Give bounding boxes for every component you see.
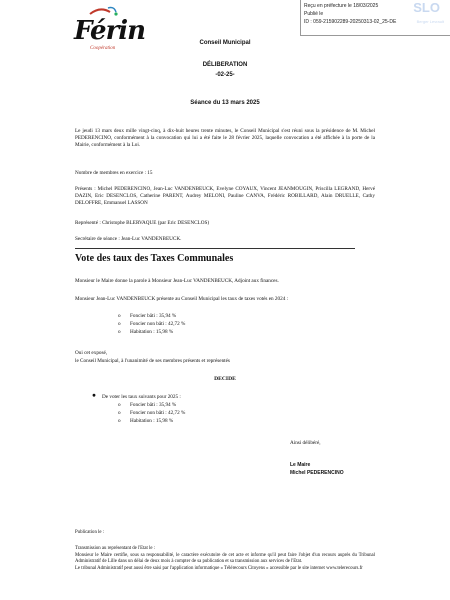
- filled-bullet-icon: [90, 392, 102, 398]
- present-members: Présents : Michel PEDERENCINO, Jean-Luc VANDENBEUCK, Evelyne COYAUX, Vincent JEANMOUGIN, Priscilla LEGRAND, Hervé DAZIN, Eric DESENCLOS, Catherine PARENT, Audrey MELONI, Pauline CANVA, Frédéric ROBILLARD, Alain DRUELLE, Cathy DELOFFRE, Emmanuel LASSON: [75, 186, 375, 206]
- publication-date: Publication le :: [75, 530, 105, 535]
- decision-list: [90, 392, 181, 401]
- rates-2024-list: [118, 312, 185, 336]
- bullet-marker: o: [118, 329, 121, 335]
- bullet-marker: o: [118, 321, 121, 327]
- bullet-marker: o: [118, 402, 121, 408]
- list-item: [90, 392, 181, 401]
- rate-housing-2025: Habitation : 15,98 %: [130, 418, 174, 424]
- deliberation-number: -02-25-: [215, 72, 235, 78]
- unanimity-statement: le Conseil Municipal, à l'unanimité de ses membres présents et représentés: [75, 358, 230, 364]
- stamp-published: Publié le: [304, 11, 324, 17]
- stamp-brand-sub: Berger Levrault: [416, 19, 444, 24]
- logo-wordmark: Férin: [74, 16, 146, 46]
- rate-built-2024: Foncier bâti : 35,94 %: [130, 313, 177, 319]
- list-item: [118, 417, 185, 425]
- prefecture-stamp: [300, 0, 450, 36]
- session-date: Séance du 13 mars 2025: [190, 100, 260, 106]
- commune-logo: [70, 6, 146, 58]
- list-item: [118, 312, 185, 320]
- signature-role: Le Maire: [290, 462, 311, 468]
- decide-heading: DECIDE: [214, 376, 236, 382]
- list-item: [118, 401, 185, 409]
- section-title: Vote des taux des Taxes Communales: [75, 253, 234, 264]
- session-secretary: Secrétaire de séance : Jean-Luc VANDENBEUCK.: [75, 236, 182, 242]
- rates-2025-list: [118, 401, 185, 425]
- bullet-marker: o: [118, 313, 121, 319]
- stamp-received: Reçu en préfecture le 18/03/2025: [304, 3, 379, 9]
- stamp-brand-logo: SLO: [413, 0, 440, 15]
- represented-member: Représenté : Christophe BLERVAQUE (par Eric DESENCLOS): [75, 220, 210, 226]
- rate-housing-2024: Habitation : 15,98 %: [130, 329, 174, 335]
- rate-unbuilt-2024: Foncier non bâti : 42,72 %: [130, 321, 186, 327]
- bullet-marker: o: [118, 410, 121, 416]
- para-floor-given: Monsieur le Maire donne la parole à Monsieur Jean-Luc VANDENBEUCK, Adjoint aux finances.: [75, 278, 279, 284]
- list-item: [118, 409, 185, 417]
- para-presentation: Monsieur Jean-Luc VANDENBEUCK présente au Conseil Municipal les taux de taxes votés en 2024 :: [75, 296, 289, 302]
- stamp-id: ID : 059-215902289-20250313-02_25-DE: [304, 19, 397, 25]
- section-divider: [75, 248, 355, 249]
- heard-statement: Oui cet exposé,: [75, 350, 108, 356]
- rate-built-2025: Foncier bâti : 35,94 %: [130, 402, 177, 408]
- logo-tagline: Coopération: [90, 46, 116, 51]
- signature-name: Michel PEDERENCINO: [290, 470, 344, 476]
- council-heading: Conseil Municipal: [199, 40, 251, 46]
- rate-unbuilt-2025: Foncier non bâti : 42,72 %: [130, 410, 186, 416]
- bullet-marker: o: [118, 418, 121, 424]
- list-item: [118, 320, 185, 328]
- legal-footer: Transmission au représentant de l'Etat le : Monsieur le Maire certifie, sous sa responsabilité, le caractère exécutoire de cet acte et informe qu'il peut faire l'objet d'un recours auprès du Tribunal Administratif de Lille dans un délai de deux mois à compter de sa publication et sa transmission aux services de l'Etat. Le tribunal Administratif peut aussi être saisi par l'application informatique « Télérecours Citoyens » accessible par le site internet www.telerecours.fr: [75, 546, 375, 571]
- decision-text: De voter les taux suivants pour 2025 :: [102, 394, 181, 400]
- members-count: Nombre de membres en exercice : 15: [75, 170, 153, 176]
- deliberation-title: DÉLIBERATION: [202, 62, 248, 68]
- list-item: [118, 328, 185, 336]
- closing-statement: Ainsi délibéré,: [290, 440, 321, 446]
- intro-paragraph: Le jeudi 13 mars deux mille vingt-cinq, à dix-huit heures trente minutes, le Conseil Municipal s'est réuni sous la présidence de M. Michel PEDERENCINO, conformément à la convocation qui lui a été faite le 28 février 2025, laquelle convocation a été affichée à la porte de la Mairie, conformément à la Loi.: [75, 128, 375, 148]
